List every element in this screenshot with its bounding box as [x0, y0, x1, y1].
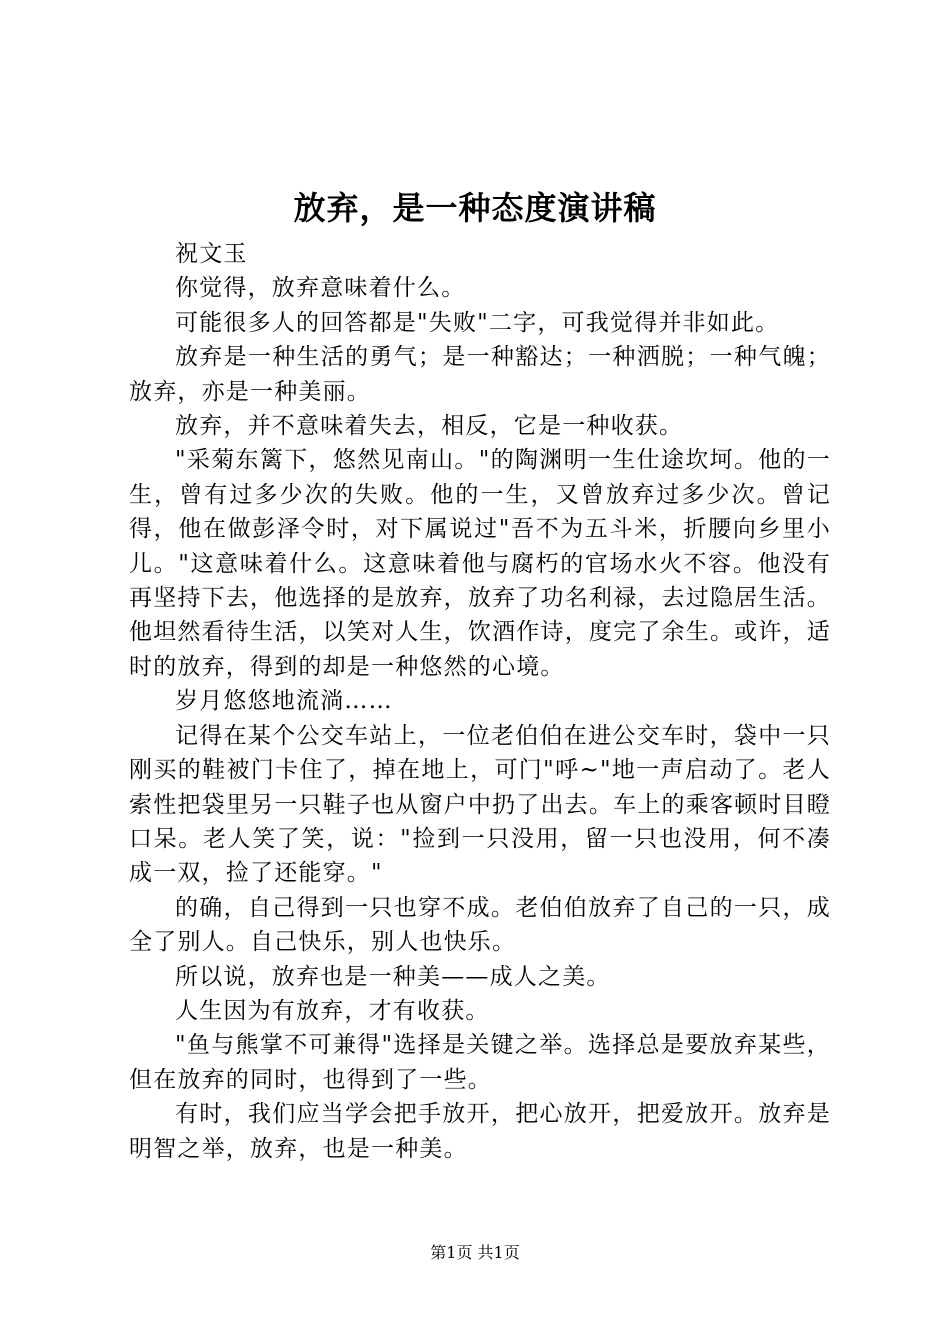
document-body — [129, 237, 831, 1166]
paragraph: 人生因为有放弃，才有收获。 — [175, 997, 490, 1024]
paragraph: "采菊东篱下，悠然见南山。"的陶渊明一生仕途坎坷。他的一生，曾有过多少次的失败。他的一生，又曾放弃过多少次。曾记得，他在做彭泽令时，对下属说过"吾不为五斗米，折腰向乡里小儿。"这意味着什么。这意味着他与腐朽的官场水火不容。他没有再坚持下去，他选择的是放弃，放弃了功名利禄，去过隐居生活。他坦然看待生活，以笑对人生，饮酒作诗，度完了余生。或许，适时的放弃，得到的却是一种悠然的心境。 — [129, 447, 831, 680]
paragraph: 有时，我们应当学会把手放开，把心放开，把爱放开。放弃是明智之举，放弃，也是一种美。 — [129, 1101, 831, 1162]
document-title: 放弃，是一种态度演讲稿 — [293, 189, 657, 227]
paragraph: "鱼与熊掌不可兼得"选择是关键之举。选择总是要放弃某些，但在放弃的同时，也得到了一些。 — [129, 1032, 831, 1093]
paragraph: 岁月悠悠地流淌…… — [175, 688, 393, 715]
author-line: 祝文玉 — [175, 241, 248, 267]
paragraph: 的确，自己得到一只也穿不成。老伯伯放弃了自己的一只，成全了别人。自己快乐，别人也快乐。 — [129, 894, 831, 956]
paragraph: 放弃是一种生活的勇气；是一种豁达；一种洒脱；一种气魄；放弃，亦是一种美丽。 — [129, 344, 831, 405]
paragraph: 可能很多人的回答都是"失败"二字，可我觉得并非如此。 — [175, 309, 780, 336]
paragraph: 放弃，并不意味着失去，相反，它是一种收获。 — [175, 413, 684, 440]
paragraph: 所以说，放弃也是一种美——成人之美。 — [175, 963, 611, 990]
paragraph: 记得在某个公交车站上，一位老伯伯在进公交车时，袋中一只刚买的鞋被门卡住了，掉在地上，可门"呼~"地一声启动了。老人索性把袋里另一只鞋子也从窗户中扔了出去。车上的乘客顿时目瞪口呆。老人笑了笑，说："捡到一只没用，留一只也没用，何不凑成一双，捡了还能穿。" — [129, 722, 831, 887]
paragraph: 你觉得，放弃意味着什么。 — [175, 275, 466, 302]
page-footer: 第1页 共1页 — [430, 1243, 520, 1262]
